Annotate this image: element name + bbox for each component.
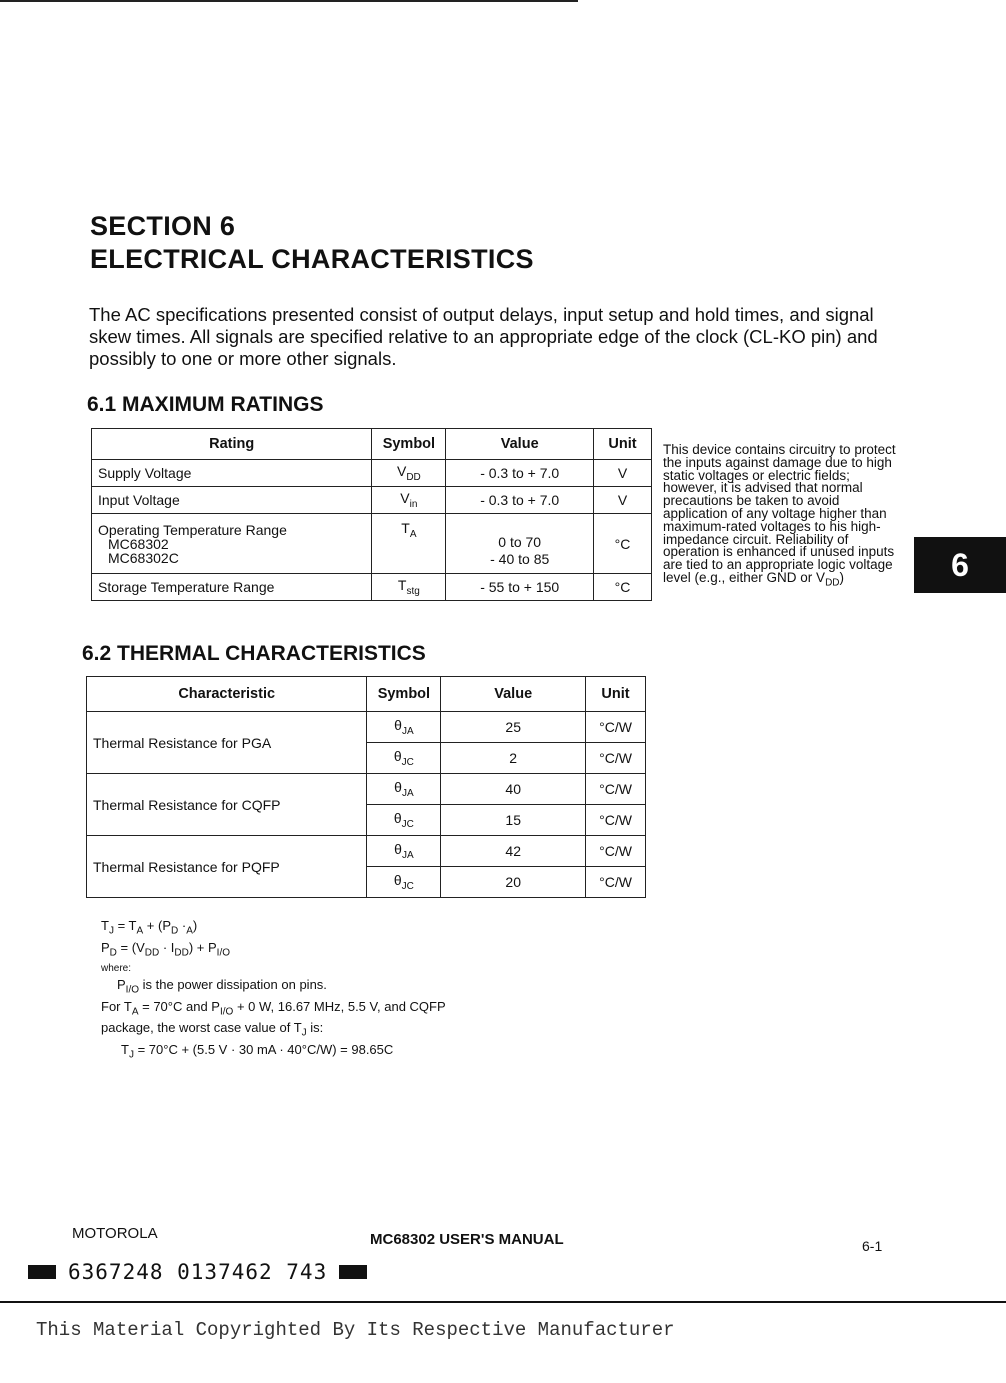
formula-conditions: For $T_A = 70^\circ C$ and $P_{I/O} + 0$ W, 16.67 MHz, 5.5 V, and CQFP xyxy=(101,998,446,1018)
unit-cell: °C xyxy=(594,514,652,574)
characteristic-cell: Thermal Resistance for PGA xyxy=(87,712,367,774)
table-header-row xyxy=(87,677,646,712)
intro-paragraph: The AC specifications presented consist of output delays, input setup and hold times, and signal skew times. All signals are specified relative to an appropriate edge of the clock (CL-KO pin) and possibly to one or more other signals. xyxy=(89,304,878,369)
value-cell: - 0.3 to + 7.0 xyxy=(446,460,594,487)
rating-cell: Supply Voltage xyxy=(92,460,372,487)
symbol-cell: $V_{in}$ xyxy=(372,487,446,514)
symbol-cell: $\theta_{JC}$ xyxy=(367,867,441,898)
where-label: where: xyxy=(101,963,132,975)
value-cell: - 55 to + 150 xyxy=(446,574,594,601)
col-header-value: Value xyxy=(446,429,594,460)
rating-cell: Storage Temperature Range xyxy=(92,574,372,601)
value-cell: 42 xyxy=(441,836,586,867)
rating-cell: Input Voltage xyxy=(92,487,372,514)
formula-pio-definition: $P_{I/O}$ is the power dissipation on pins. xyxy=(117,977,327,996)
table-row xyxy=(87,712,646,743)
unit-cell: °C/W xyxy=(586,774,646,805)
thermal-table xyxy=(86,676,646,898)
symbol-cell: $\theta_{JC}$ xyxy=(367,805,441,836)
value-cell: 2 xyxy=(441,743,586,774)
value-cell: 0 to 70 - 40 to 85 xyxy=(446,514,594,574)
col-header-unit: Unit xyxy=(586,677,646,712)
table-row xyxy=(87,836,646,867)
col-header-value: Value xyxy=(441,677,586,712)
col-header-symbol: Symbol xyxy=(372,429,446,460)
value-cell: 15 xyxy=(441,805,586,836)
unit-cell: V xyxy=(594,487,652,514)
max-ratings-table xyxy=(91,428,652,601)
section-number: SECTION 6 xyxy=(90,211,236,241)
symbol-cell: $T_A$ xyxy=(372,514,446,574)
symbol-cell: $\theta_{JA}$ xyxy=(367,712,441,743)
footer-brand: MOTOROLA xyxy=(72,1225,158,1242)
table-row xyxy=(92,574,652,601)
characteristic-cell: Thermal Resistance for PQFP xyxy=(87,836,367,898)
col-header-symbol: Symbol xyxy=(367,677,441,712)
thermal-heading: 6.2 THERMAL CHARACTERISTICS xyxy=(82,642,426,665)
value-cell: 40 xyxy=(441,774,586,805)
unit-cell: °C/W xyxy=(586,805,646,836)
copyright-notice: This Material Copyrighted By Its Respective Manufacturer xyxy=(36,1319,675,1341)
section-name: ELECTRICAL CHARACTERISTICS xyxy=(90,244,534,274)
table-row xyxy=(87,774,646,805)
table-row xyxy=(92,514,652,574)
symbol-cell: $V_{DD}$ xyxy=(372,460,446,487)
col-header-unit: Unit xyxy=(594,429,652,460)
characteristic-cell: Thermal Resistance for CQFP xyxy=(87,774,367,836)
formula-result: $T_J = 70^\circ C + (5.5$ V · 30 mA · 40°C/W) = 98.65C xyxy=(121,1041,394,1061)
unit-cell: °C/W xyxy=(586,712,646,743)
unit-cell: °C/W xyxy=(586,743,646,774)
formula-tj: $T_J = T_A + (P_D \cdot_A)$ xyxy=(101,918,198,937)
rating-cell: Operating Temperature Range MC68302 MC68302C xyxy=(92,514,372,574)
footer-manual-title: MC68302 USER'S MANUAL xyxy=(370,1231,564,1248)
max-ratings-heading: 6.1 MAXIMUM RATINGS xyxy=(87,393,324,416)
symbol-cell: $\theta_{JA}$ xyxy=(367,774,441,805)
formula-worst-case: package, the worst case value of $T_J$ is: xyxy=(101,1020,324,1039)
thermal-formulas xyxy=(101,918,446,1064)
table-header-row xyxy=(92,429,652,460)
max-ratings-note: This device contains circuitry to protect the inputs against damage due to high static voltages or electric fields; however, it is advised that normal precautions be taken to avoid application of any voltage higher than maximum-rated voltages to his high-impedance circuit. Reliability of operation is enhanced if unused inputs are tied to an appropriate logic voltage level (e.g., either GND or $V_{DD}$) xyxy=(663,442,896,589)
table-row xyxy=(92,460,652,487)
value-cell: 20 xyxy=(441,867,586,898)
barcode-number: 6367248 0137462 743 xyxy=(68,1260,328,1284)
unit-cell: °C xyxy=(594,574,652,601)
value-cell: 25 xyxy=(441,712,586,743)
page-title xyxy=(90,210,534,276)
barcode-block-left xyxy=(28,1265,56,1279)
top-rule xyxy=(0,0,578,2)
barcode-line xyxy=(28,1260,367,1284)
symbol-cell: $\theta_{JC}$ xyxy=(367,743,441,774)
unit-cell: °C/W xyxy=(586,836,646,867)
symbol-cell: $\theta_{JA}$ xyxy=(367,836,441,867)
section-tab-marker: 6 xyxy=(914,537,1006,593)
footer-rule xyxy=(0,1301,1006,1303)
unit-cell: °C/W xyxy=(586,867,646,898)
page-number: 6-1 xyxy=(862,1238,883,1254)
value-cell: - 0.3 to + 7.0 xyxy=(446,487,594,514)
table-row xyxy=(92,487,652,514)
unit-cell: V xyxy=(594,460,652,487)
barcode-block-right xyxy=(339,1265,367,1279)
symbol-cell: $T_{stg}$ xyxy=(372,574,446,601)
col-header-rating: Rating xyxy=(92,429,372,460)
col-header-characteristic: Characteristic xyxy=(87,677,367,712)
formula-pd: $P_D = (V_{DD} \cdot I_{DD}) + P_{I/O}$ xyxy=(101,939,231,959)
